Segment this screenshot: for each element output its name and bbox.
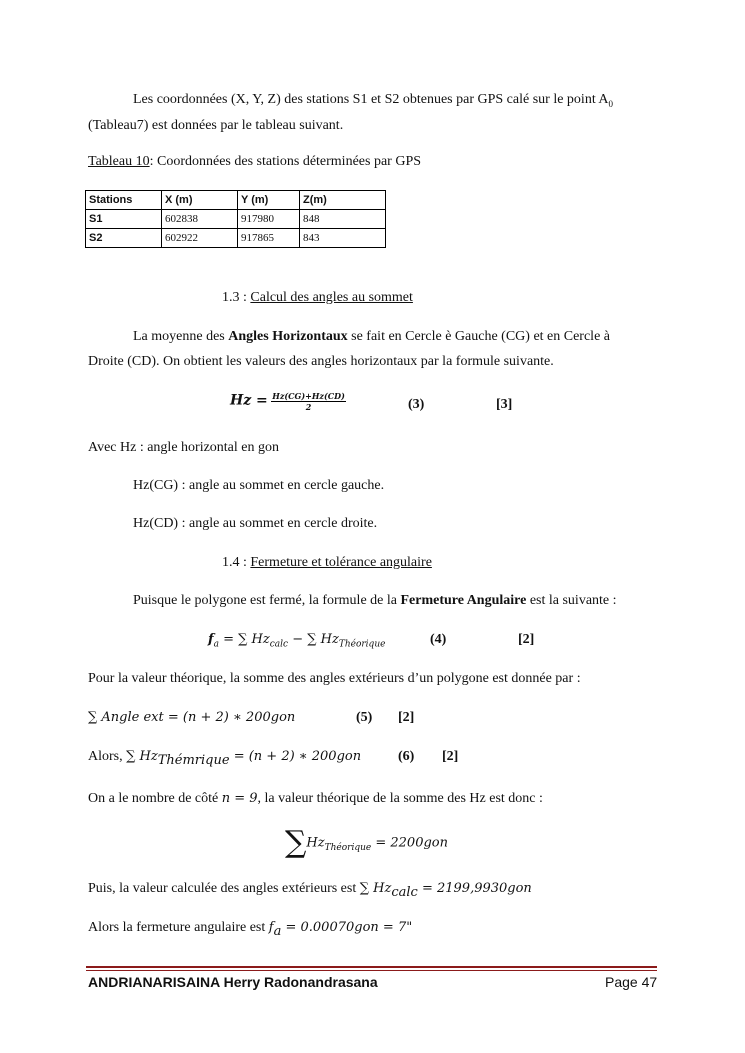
table-cell: S1 (86, 210, 162, 229)
table-row (86, 229, 386, 248)
intro-line-2: (Tableau7) est données par le tableau suivant. (88, 118, 344, 133)
table-cell: 848 (300, 210, 386, 229)
footer-divider (86, 966, 657, 968)
intro-line-1: Les coordonnées (X, Y, Z) des stations S1 et S2 obtenues par GPS calé sur le point $A_0$ (133, 92, 614, 109)
table-header-row (86, 191, 386, 210)
table-caption: Tableau 10: Coordonnées des stations déterminées par GPS (88, 154, 422, 169)
table-cell: S2 (86, 229, 162, 248)
definition-hz-cd: Hz(CD) : angle au sommet en cercle droite. (133, 516, 378, 531)
table-header: Stations (86, 191, 162, 210)
equation-theorique: $\sum Hz_{Théorique} = 2200gon$ (285, 825, 448, 860)
table-cell: 917980 (238, 210, 300, 229)
equation-6: Alors, ∑ $Hz_{Thémrique} = (n + 2)$ ∗ 200gon (88, 749, 362, 768)
equation-6-number: (6) (398, 749, 415, 764)
equation-5: ∑ Angle ext = (n + 2) ∗ 200gon (88, 710, 296, 725)
para-polygone: Puisque le polygone est fermé, la formule de la Fermeture Angulaire est la suivante : (133, 593, 617, 608)
equation-5-reference: [2] (398, 710, 415, 725)
para-moyenne-line-2: Droite (CD). On obtient les valeurs des angles horizontaux par la formule suivante. (88, 354, 554, 369)
gps-coordinates-table (85, 190, 386, 248)
table-cell: 843 (300, 229, 386, 248)
table-header: X (m) (162, 191, 238, 210)
table-cell: 917865 (238, 229, 300, 248)
table-header: Z(m) (300, 191, 386, 210)
para-valeur-calculee: Puis, la valeur calculée des angles extérieurs est ∑ $Hz_{calc} = 2199,9930gon$ (88, 881, 532, 900)
equation-3-fraction: $\frac{Hz(CG)+Hz(CD)}{2}$ (272, 391, 345, 412)
equation-4-reference: [2] (518, 632, 535, 647)
table-cell: 602838 (162, 210, 238, 229)
table-header: Y (m) (238, 191, 300, 210)
equation-4-number: (4) (430, 632, 447, 647)
equation-6-reference: [2] (442, 749, 459, 764)
table-row (86, 210, 386, 229)
footer-page-number: Page 47 (605, 974, 658, 990)
equation-3: Hz = $\frac{Hz(CG)+Hz(CD)}{2}$ (230, 391, 345, 412)
table-cell: 602922 (162, 229, 238, 248)
section-heading-1-4: 1.4 : Fermeture et tolérance angulaire (222, 555, 432, 570)
equation-5-number: (5) (356, 710, 373, 725)
para-fermeture: Alors la fermeture angulaire est $f_a = 0.00070gon = 7$" (88, 920, 413, 939)
para-moyenne-line-1: La moyenne des Angles Horizontaux se fait en Cercle è Gauche (CG) et en Cercle à (133, 329, 611, 344)
footer-divider-thin (86, 970, 657, 971)
section-heading-1-3: 1.3 : Calcul des angles au sommet (222, 290, 413, 305)
footer-author: ANDRIANARISAINA Herry Radonandrasana (88, 974, 378, 990)
para-nombre-cotes: On a le nombre de côté n = 9, la valeur théorique de la somme des Hz est donc : (88, 791, 543, 806)
equation-3-reference: [3] (496, 397, 513, 412)
equation-4: $f_a$ = ∑ $Hz_{calc}$ − ∑ $Hz_{Théorique}$ (208, 632, 386, 650)
para-theorique: Pour la valeur théorique, la somme des angles extérieurs d’un polygone est donnée par : (88, 671, 581, 686)
definition-hz-cg: Hz(CG) : angle au sommet en cercle gauche. (133, 478, 385, 493)
equation-3-number: (3) (408, 397, 425, 412)
definition-hz: Avec Hz : angle horizontal en gon (88, 440, 280, 455)
